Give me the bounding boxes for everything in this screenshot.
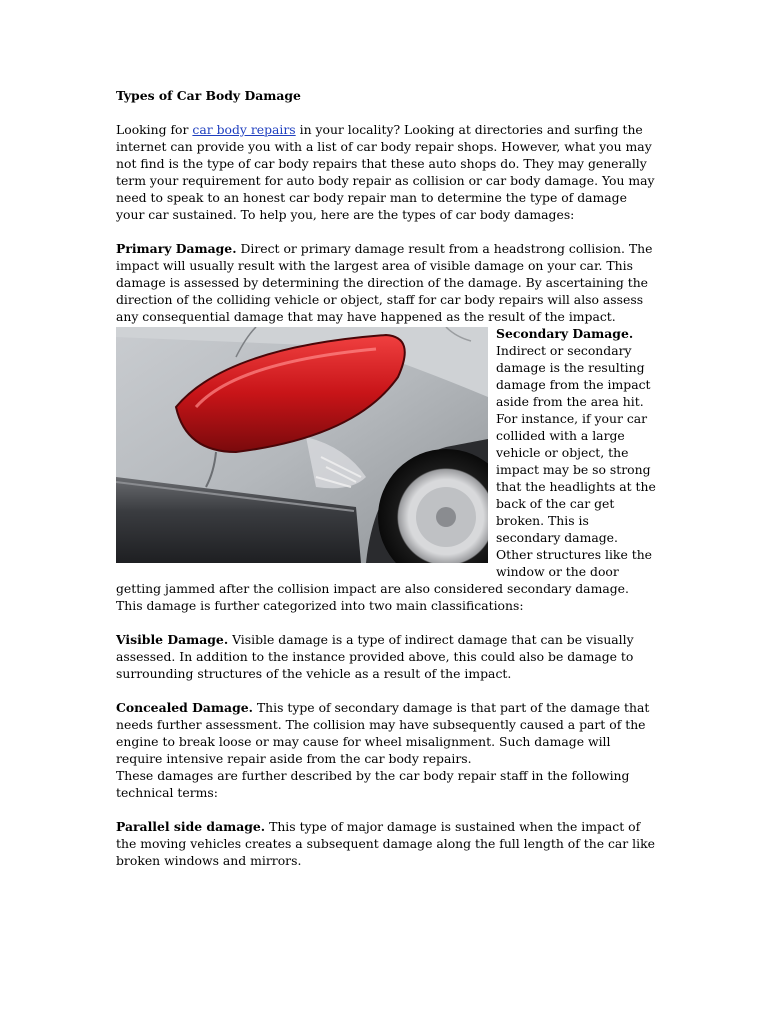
primary-damage-paragraph — [116, 240, 656, 325]
secondary-damage-text: Indirect or secondary damage is the resulting damage from the impact aside from the area hit. For instance, if your car collided with a large vehicle or object, the impact may be so strong that the headlights at the back of the car get broken. This is secondary damage. Other structures like the window or the door getting jammed after the collision impact are also considered secondary damage. This damage is further categorized into two main classifications: — [116, 343, 656, 613]
primary-damage-text: Direct or primary damage result from a headstrong collision. The impact will usually result with the largest area of visible damage on your car. This damage is assessed by determining the direction of the damage. By ascertaining the direction of the colliding vehicle or object, staff for car body repairs will also assess any consequential damage that may have happened as the result of the impact. — [116, 241, 653, 324]
page-title: Types of Car Body Damage — [116, 88, 301, 103]
intro-text-end: in your locality? Looking at directories and surfing the internet can provide you with a list of car body repair shops. However, what you may not find is the type of car body repairs that these auto shops do. They may generally term your requirement for auto body repair as collision or car body damage. You may need to speak to an honest car body repair man to determine the type of damage your car sustained. To help you, here are the types of car body damages: — [116, 122, 655, 222]
parallel-damage-heading: Parallel side damage. — [116, 819, 266, 834]
car-body-repairs-link[interactable]: car body repairs — [192, 122, 296, 137]
further-terms-paragraph: These damages are further described by the car body repair staff in the following technical terms: — [116, 768, 630, 800]
visible-damage-heading: Visible Damage. — [116, 632, 229, 647]
parallel-damage-paragraph — [116, 818, 656, 869]
visible-damage-paragraph — [116, 631, 656, 682]
visible-damage-text: Visible damage is a type of indirect damage that can be visually assessed. In addition to the instance provided above, this could also be damage to surrounding structures of the vehicle as a result of the impact. — [116, 632, 634, 681]
concealed-damage-paragraph — [116, 699, 656, 767]
intro-text-start: Looking for — [116, 122, 193, 137]
primary-damage-heading: Primary Damage. — [116, 241, 237, 256]
concealed-damage-heading: Concealed Damage. — [116, 700, 253, 715]
car-damage-photo — [116, 327, 488, 563]
secondary-damage-heading: Secondary Damage. — [496, 326, 634, 341]
parallel-damage-text: This type of major damage is sustained when the impact of the moving vehicles creates a subsequent damage along the full length of the car like broken windows and mirrors. — [116, 819, 655, 868]
secondary-damage-section — [116, 325, 656, 614]
concealed-damage-text: This type of secondary damage is that part of the damage that needs further assessment. The collision may have subsequently caused a part of the engine to break loose or may cause for wheel misalignment. Such damage will require intensive repair aside from the car body repairs. — [116, 700, 650, 766]
car-taillight-image — [116, 327, 488, 563]
document-page — [116, 87, 656, 886]
intro-paragraph — [116, 121, 656, 223]
